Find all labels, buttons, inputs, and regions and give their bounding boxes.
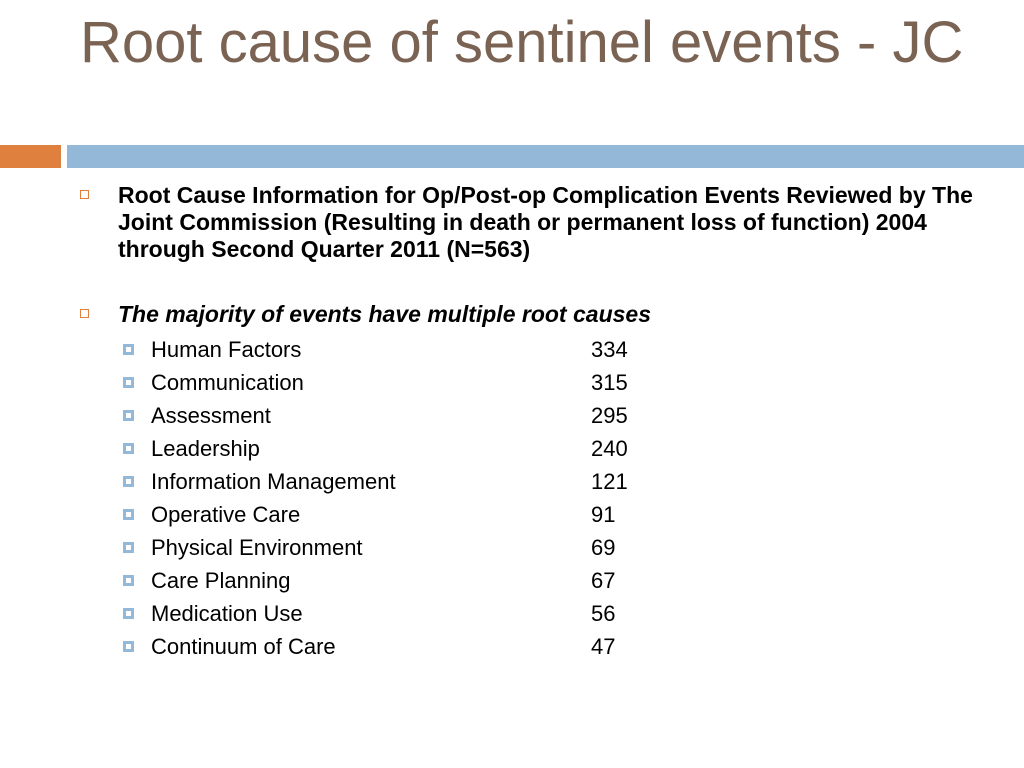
root-cause-count: 56 [591,601,616,626]
root-cause-count: 67 [591,568,616,593]
filled-square-icon [123,509,134,520]
list-item [123,632,723,662]
bullet-text: Root Cause Information for Op/Post-op Complication Events Reviewed by The Joint Commission (Resulting in death or permanent loss of function) 2004 through Second Quarter 2011 (N=563) [118,182,973,262]
list-item [123,500,723,530]
root-cause-name: Operative Care [151,502,301,527]
list-item [123,467,723,497]
root-cause-name: Physical Environment [151,535,363,560]
filled-square-icon [123,641,134,652]
hollow-square-icon [80,190,89,199]
filled-square-icon [123,608,134,619]
list-item [123,599,723,629]
hollow-square-icon [80,309,89,318]
root-cause-count: 315 [591,370,628,395]
root-cause-name: Human Factors [151,337,302,362]
list-item [123,401,723,431]
root-cause-name: Care Planning [151,568,291,593]
root-cause-count: 240 [591,436,628,461]
root-cause-count: 91 [591,502,616,527]
root-cause-count: 295 [591,403,628,428]
root-cause-name: Communication [151,370,304,395]
root-cause-name: Assessment [151,403,271,428]
bullet-text: The majority of events have multiple root causes [118,301,651,327]
list-item [123,434,723,464]
filled-square-icon [123,377,134,388]
root-cause-count: 121 [591,469,628,494]
root-cause-name: Medication Use [151,601,303,626]
filled-square-icon [123,443,134,454]
filled-square-icon [123,410,134,421]
filled-square-icon [123,542,134,553]
filled-square-icon [123,575,134,586]
root-cause-count: 69 [591,535,616,560]
slide-title: Root cause of sentinel events - JC [80,10,964,75]
root-cause-name: Leadership [151,436,260,461]
root-cause-name: Information Management [151,469,396,494]
list-item [123,566,723,596]
list-item [123,368,723,398]
filled-square-icon [123,344,134,355]
root-cause-count: 334 [591,337,628,362]
root-cause-name: Continuum of Care [151,634,336,659]
filled-square-icon [123,476,134,487]
list-item [123,533,723,563]
list-item [123,335,723,365]
root-cause-count: 47 [591,634,616,659]
